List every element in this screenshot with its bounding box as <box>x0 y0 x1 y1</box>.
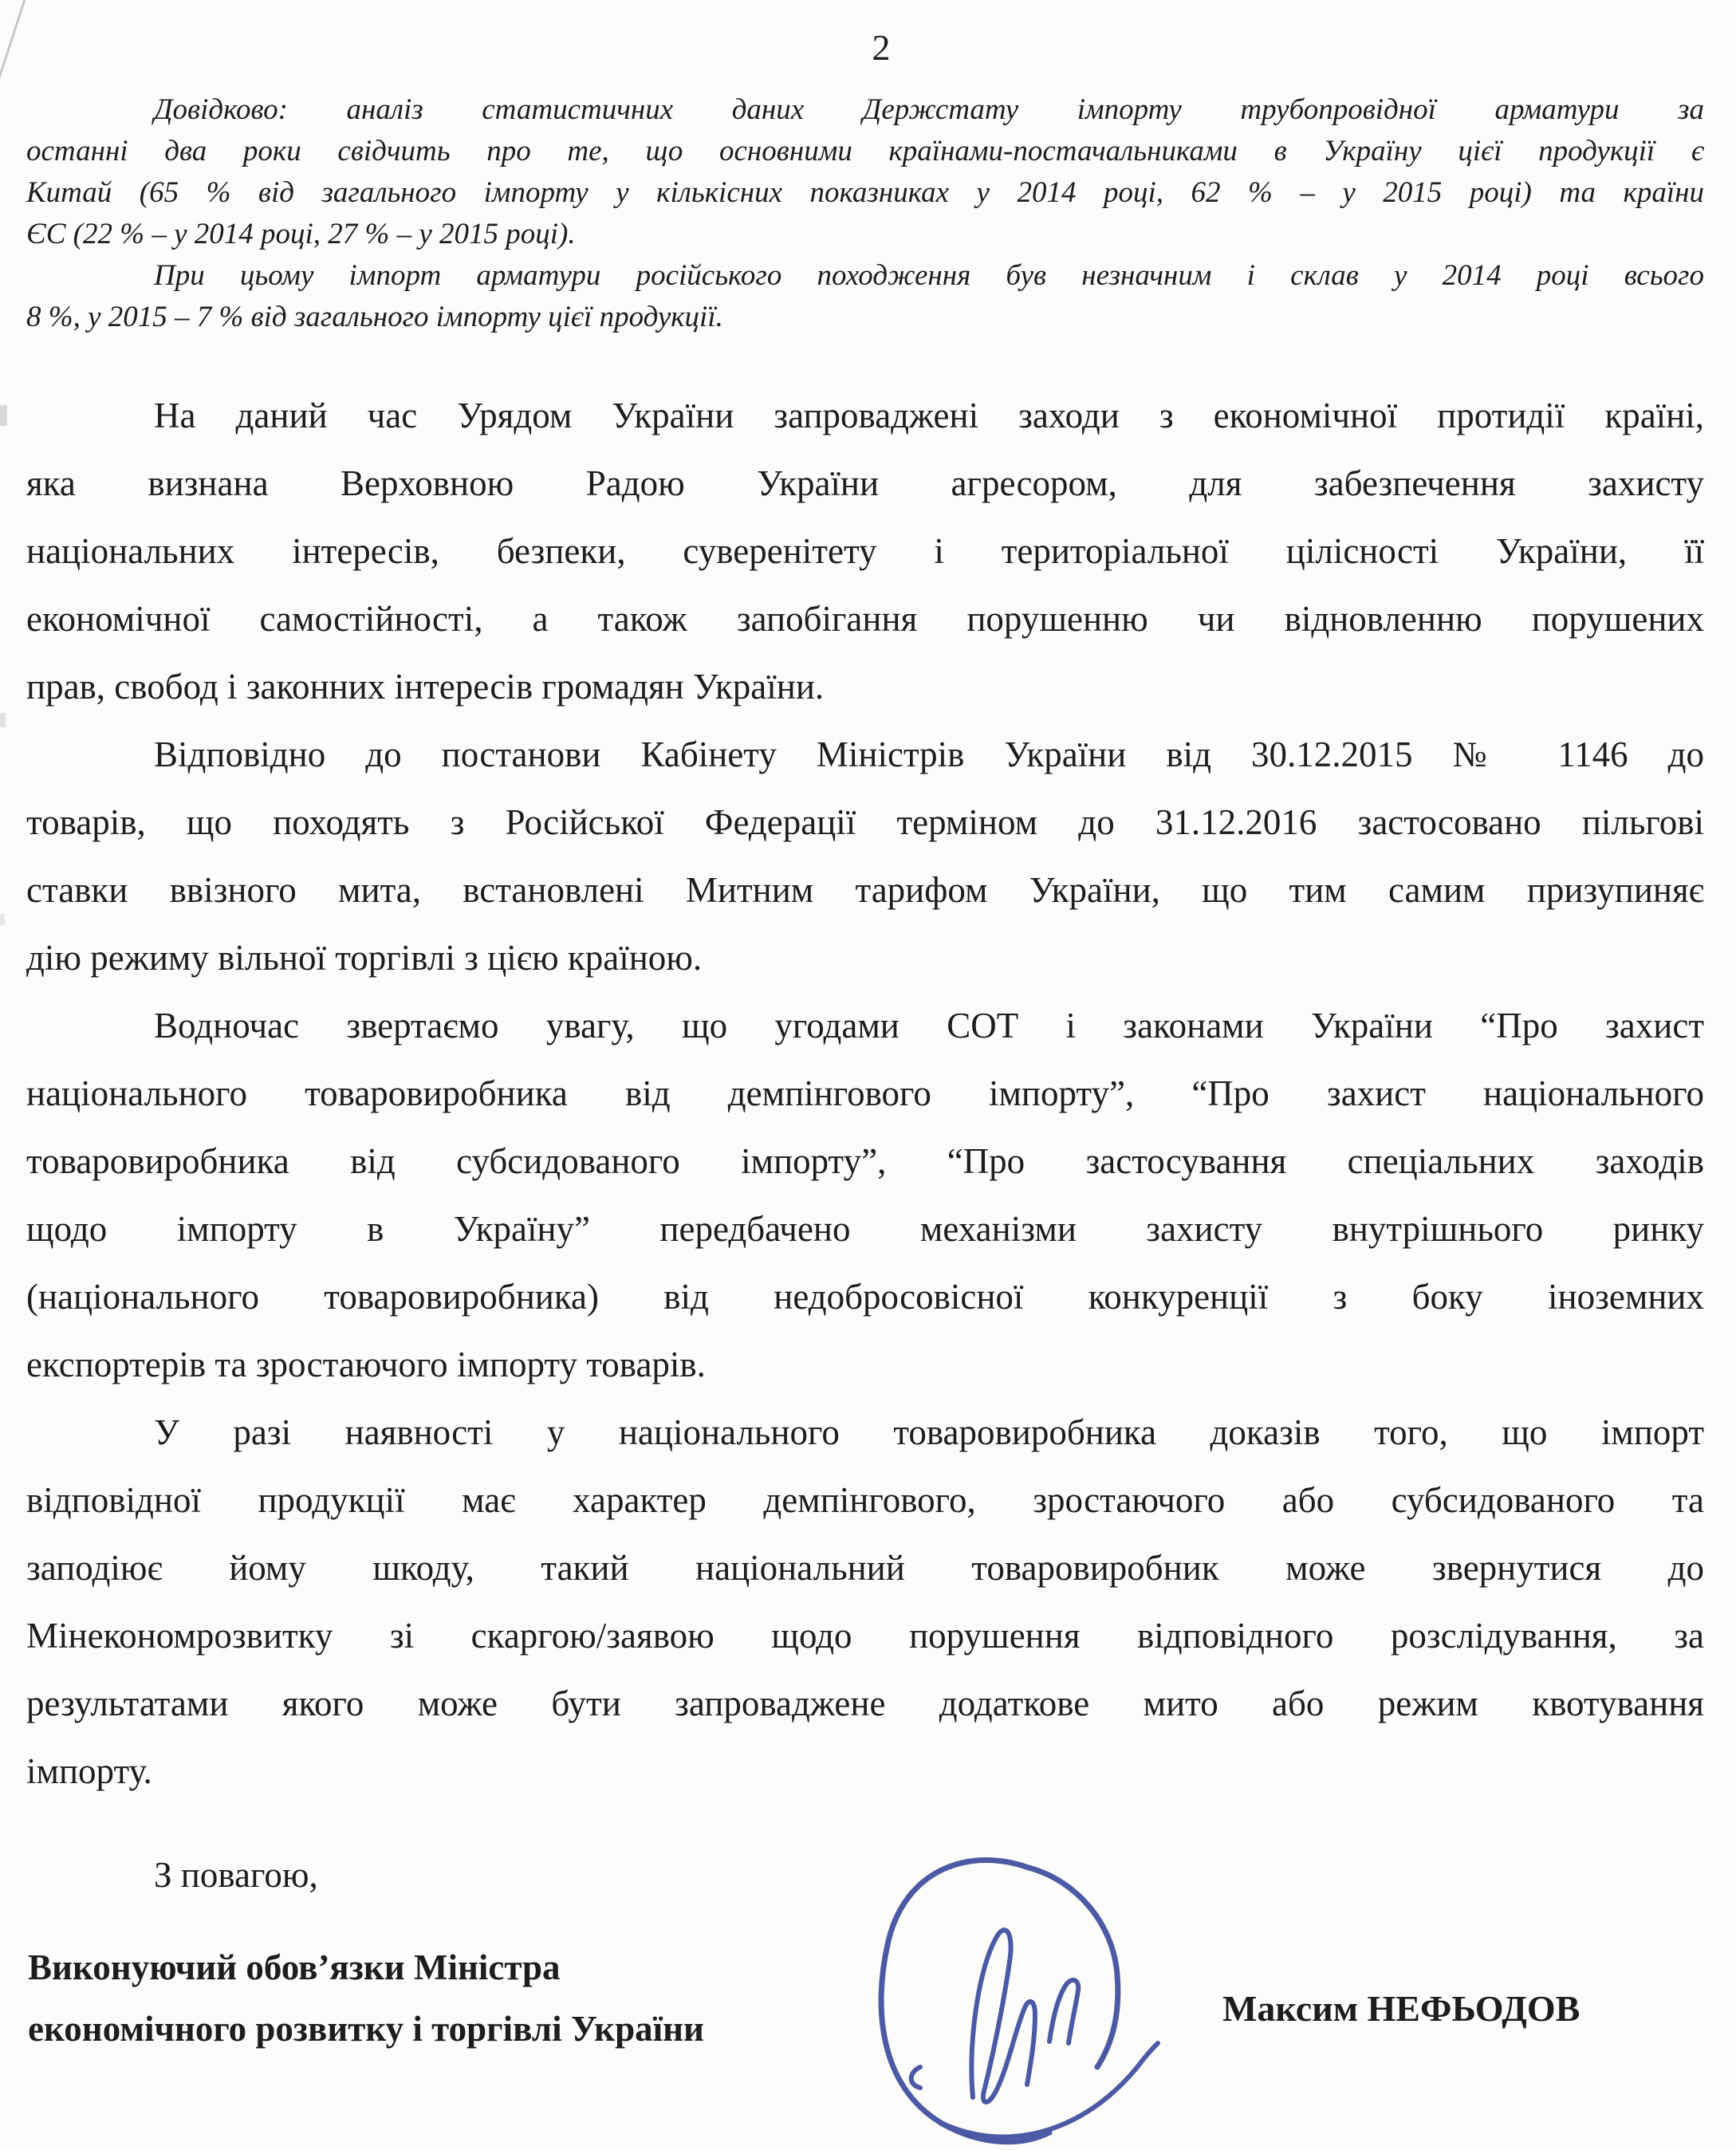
signature-stroke <box>1049 1980 1078 2043</box>
body-paragraph <box>26 992 1704 1399</box>
page-content <box>26 0 1704 2148</box>
text-line: Довідково: аналіз статистичних даних Держстату імпорту трубопровідної арматури за <box>154 93 1704 126</box>
text-line: (національного товаровиробника) від недобросовісної конкуренції з боку іноземних <box>26 1277 1704 1317</box>
text-line: імпорту. <box>26 1751 152 1791</box>
signature-stroke <box>1029 1868 1118 2067</box>
signer-name: Максим НЕФЬОДОВ <box>1222 1988 1581 2029</box>
text-line: товаровиробника від субсидованого імпорту”, “Про застосування спеціальних заходів <box>26 1141 1704 1181</box>
body-paragraph <box>26 721 1704 992</box>
text-line: ставки ввізного мита, встановлені Митним тарифом України, що тим самим призупиняє <box>26 870 1704 910</box>
text-line: заподіює йому шкоду, такий національний товаровиробник може звернутися до <box>26 1548 1704 1588</box>
scan-artifact-corner-line <box>0 0 26 81</box>
scan-artifact-edge-mark <box>0 405 7 426</box>
text-line: щодо імпорту в Україну” передбачено механізми захисту внутрішнього ринку <box>26 1209 1704 1249</box>
letter-body <box>26 382 1704 1805</box>
scan-artifact-edge-mark <box>0 914 5 925</box>
text-line: На даний час Урядом України запроваджені заходи з економічної протидії країні, <box>154 396 1704 435</box>
reference-note <box>26 89 1704 338</box>
text-line: Китай (65 % від загального імпорту у кількісних показниках у 2014 році, 62 % – у 2015 році) та країни <box>26 176 1704 209</box>
signature-stroke <box>971 1930 1035 2102</box>
text-line: прав, свобод і законних інтересів громадян України. <box>26 667 825 707</box>
handwritten-signature <box>844 1853 1179 2150</box>
text-line: результатами якого може бути запроваджене додаткове мито або режим квотування <box>26 1683 1704 1723</box>
text-line: Водночас звертаємо увагу, що угодами СОТ і законами України “Про захист <box>154 1006 1704 1045</box>
signature-block <box>26 1897 1704 2148</box>
scan-artifact-edge-mark <box>0 713 6 727</box>
text-line: відповідної продукції має характер демпінгового, зростаючого або субсидованого та <box>26 1480 1704 1520</box>
body-paragraph <box>26 1399 1704 1805</box>
text-line: останні два роки свідчить про те, що основними країнами-постачальниками в Україну цієї продукції є <box>26 135 1704 167</box>
signer-title <box>28 1937 704 2060</box>
signer-title-line: економічного розвитку і торгівлі України <box>28 2009 704 2049</box>
closing-salutation: З повагою, <box>154 1855 318 1895</box>
text-line: 8 %, у 2015 – 7 % від загального імпорту цієї продукції. <box>26 301 723 333</box>
text-line: У разі наявності у національного товаровиробника доказів того, що імпорт <box>154 1412 1704 1452</box>
text-line: Відповідно до постанови Кабінету Міністрів України від 30.12.2015 № 1146 до <box>154 734 1704 774</box>
signature-stroke <box>911 2067 920 2088</box>
page-number: 2 <box>872 27 891 68</box>
text-line: При цьому імпорт арматури російського походження був незначним і склав у 2014 році всього <box>154 259 1704 292</box>
text-line: дію режиму вільної торгівлі з цією країною. <box>26 938 703 978</box>
body-paragraph <box>26 382 1704 721</box>
text-line: національних інтересів, безпеки, суверенітету і територіальної цілісності України, її <box>26 531 1704 571</box>
signer-title-line: Виконуючий обов’язки Міністра <box>28 1947 561 1987</box>
text-line: Мінекономрозвитку зі скаргою/заявою щодо порушення відповідного розслідування, за <box>26 1616 1704 1656</box>
text-line: економічної самостійності, а також запобігання порушенню чи відновленню порушених <box>26 599 1704 639</box>
text-line: експортерів та зростаючого імпорту товарів. <box>26 1345 706 1384</box>
text-line: яка визнана Верховною Радою України агресором, для забезпечення захисту <box>26 463 1704 503</box>
text-line: ЄС (22 % – у 2014 році, 27 % – у 2015 році). <box>26 218 576 250</box>
text-line: товарів, що походять з Російської Федерації терміном до 31.12.2016 застосовано пільгові <box>26 802 1704 842</box>
signature-stroke <box>881 1860 1049 2141</box>
text-line: національного товаровиробника від демпінгового імпорту”, “Про захист національного <box>26 1073 1704 1113</box>
